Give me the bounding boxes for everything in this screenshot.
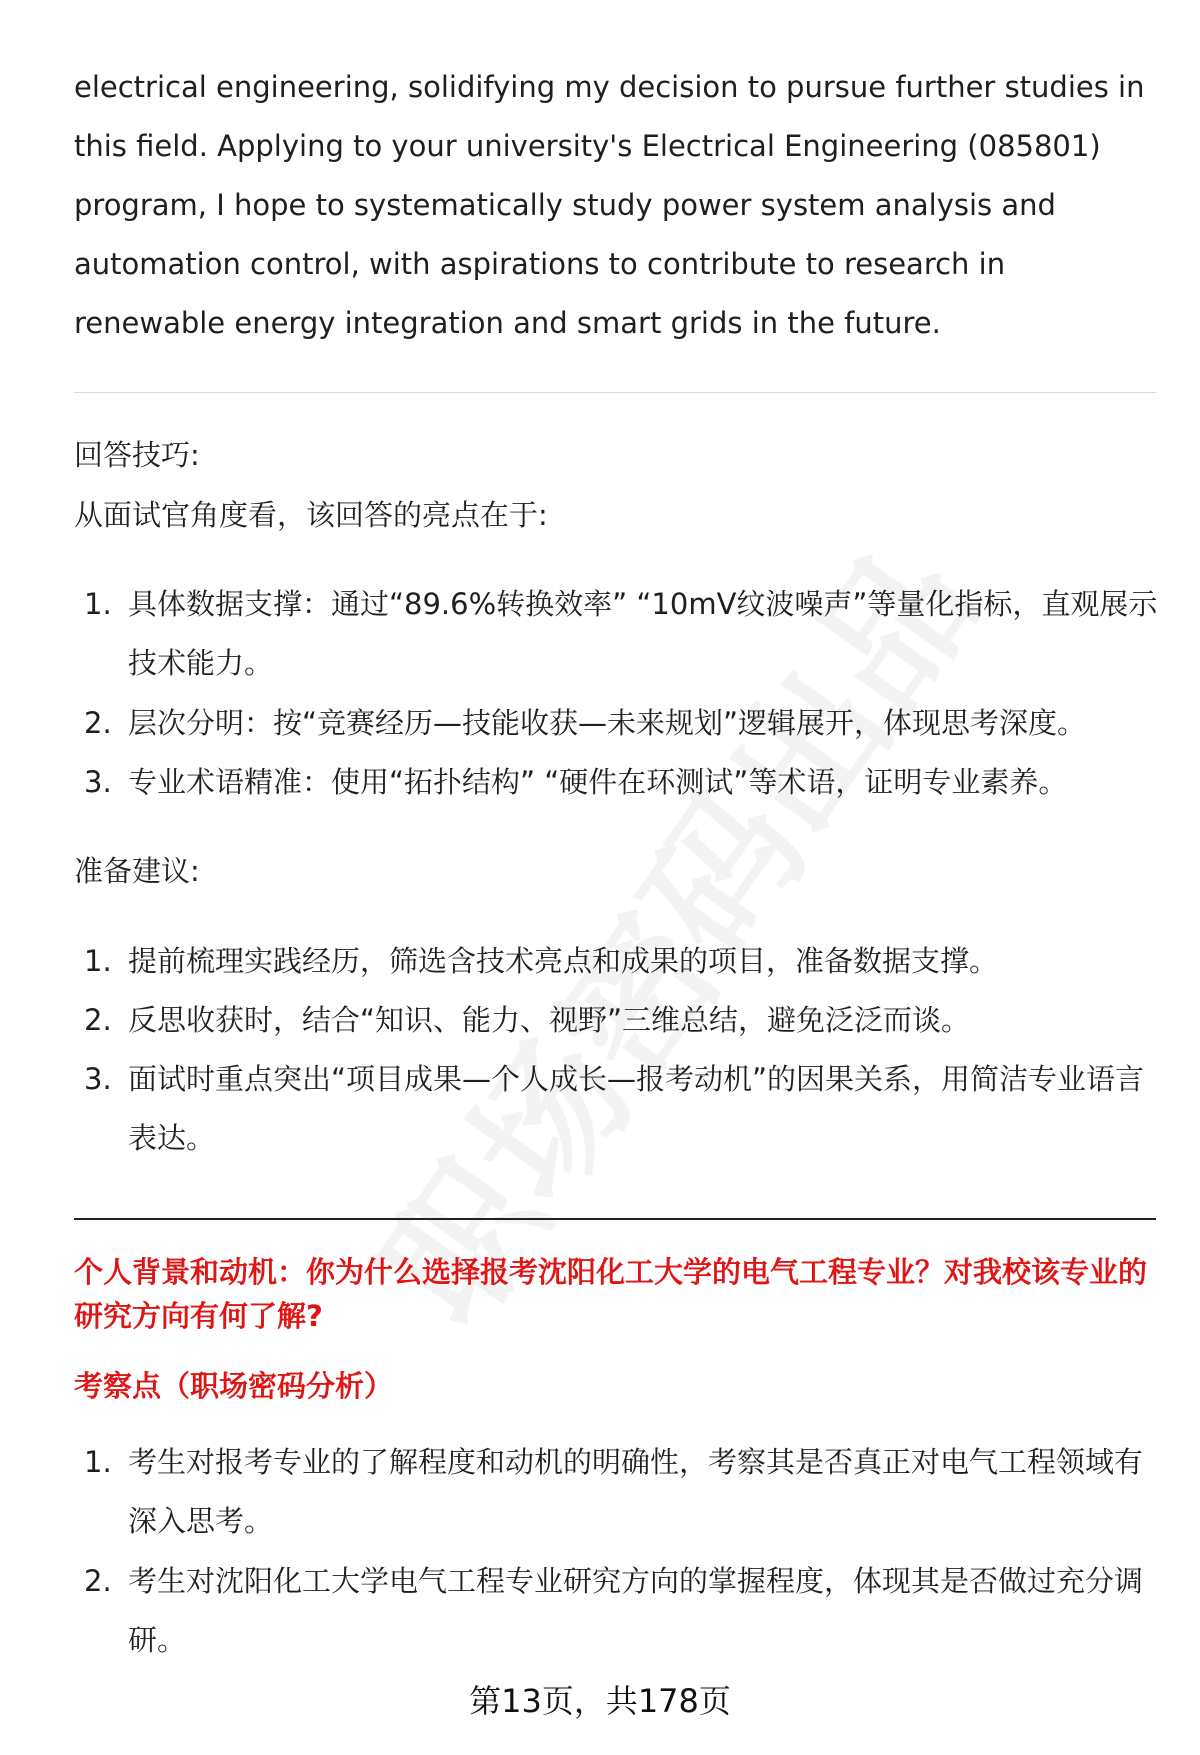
page-number: 第13页，共178页 xyxy=(469,1682,731,1720)
focus-list-item xyxy=(74,1433,1164,1551)
focus-heading: 考察点（职场密码分析） xyxy=(74,1369,394,1403)
list-text: 提前梳理实践经历，筛选含技术亮点和成果的项目，准备数据支撑。 xyxy=(128,944,999,978)
question-title: 个人背景和动机：你为什么选择报考沈阳化工大学的电气工程专业？对我校该专业的研究方向有何了解? xyxy=(74,1255,1148,1333)
list-number: 1. xyxy=(84,1445,112,1479)
list-text: 专业术语精准：使用“拓扑结构” “硬件在环测试”等术语，证明专业素养。 xyxy=(128,765,1068,799)
list-text: 面试时重点突出“项目成果—个人成长—报考动机”的因果关系，用简洁专业语言表达。 xyxy=(128,1062,1145,1155)
list-number: 1. xyxy=(84,587,112,621)
list-number: 3. xyxy=(84,1062,112,1096)
list-number: 2. xyxy=(84,1564,112,1598)
prep-heading: 准备建议: xyxy=(74,854,200,888)
list-text: 具体数据支撑：通过“89.6%转换效率” “10mV纹波噪声”等量化指标，直观展示技术能力。 xyxy=(128,587,1158,680)
list-text: 考生对报考专业的了解程度和动机的明确性，考察其是否真正对电气工程领域有深入思考。 xyxy=(128,1445,1144,1538)
list-number: 2. xyxy=(84,706,112,740)
list-text: 考生对沈阳化工大学电气工程专业研究方向的掌握程度，体现其是否做过充分调研。 xyxy=(128,1564,1144,1657)
list-number: 1. xyxy=(84,944,112,978)
list-text: 反思收获时，结合“知识、能力、视野”三维总结，避免泛泛而谈。 xyxy=(128,1003,971,1037)
question-divider xyxy=(74,1218,1156,1220)
list-text: 层次分明：按“竞赛经历—技能收获—未来规划”逻辑展开，体现思考深度。 xyxy=(128,706,1087,740)
focus-list-item xyxy=(74,1552,1164,1670)
section-divider xyxy=(74,392,1156,393)
prep-list-item xyxy=(74,1050,1164,1168)
list-number: 2. xyxy=(84,1003,112,1037)
tips-heading: 回答技巧: xyxy=(74,438,200,472)
list-number: 3. xyxy=(84,765,112,799)
tips-subheading: 从面试官角度看，该回答的亮点在于: xyxy=(74,498,548,532)
intro-paragraph: electrical engineering, solidifying my decision to pursue further studies in this field. Applying to your university's Electrical Engineering (085801) program, I hope to systematically study power system analysis and automation control, with aspirations to contribute to research in renewable energy integration and smart grids in the future. xyxy=(74,70,1145,340)
tips-list-item xyxy=(74,575,1164,693)
